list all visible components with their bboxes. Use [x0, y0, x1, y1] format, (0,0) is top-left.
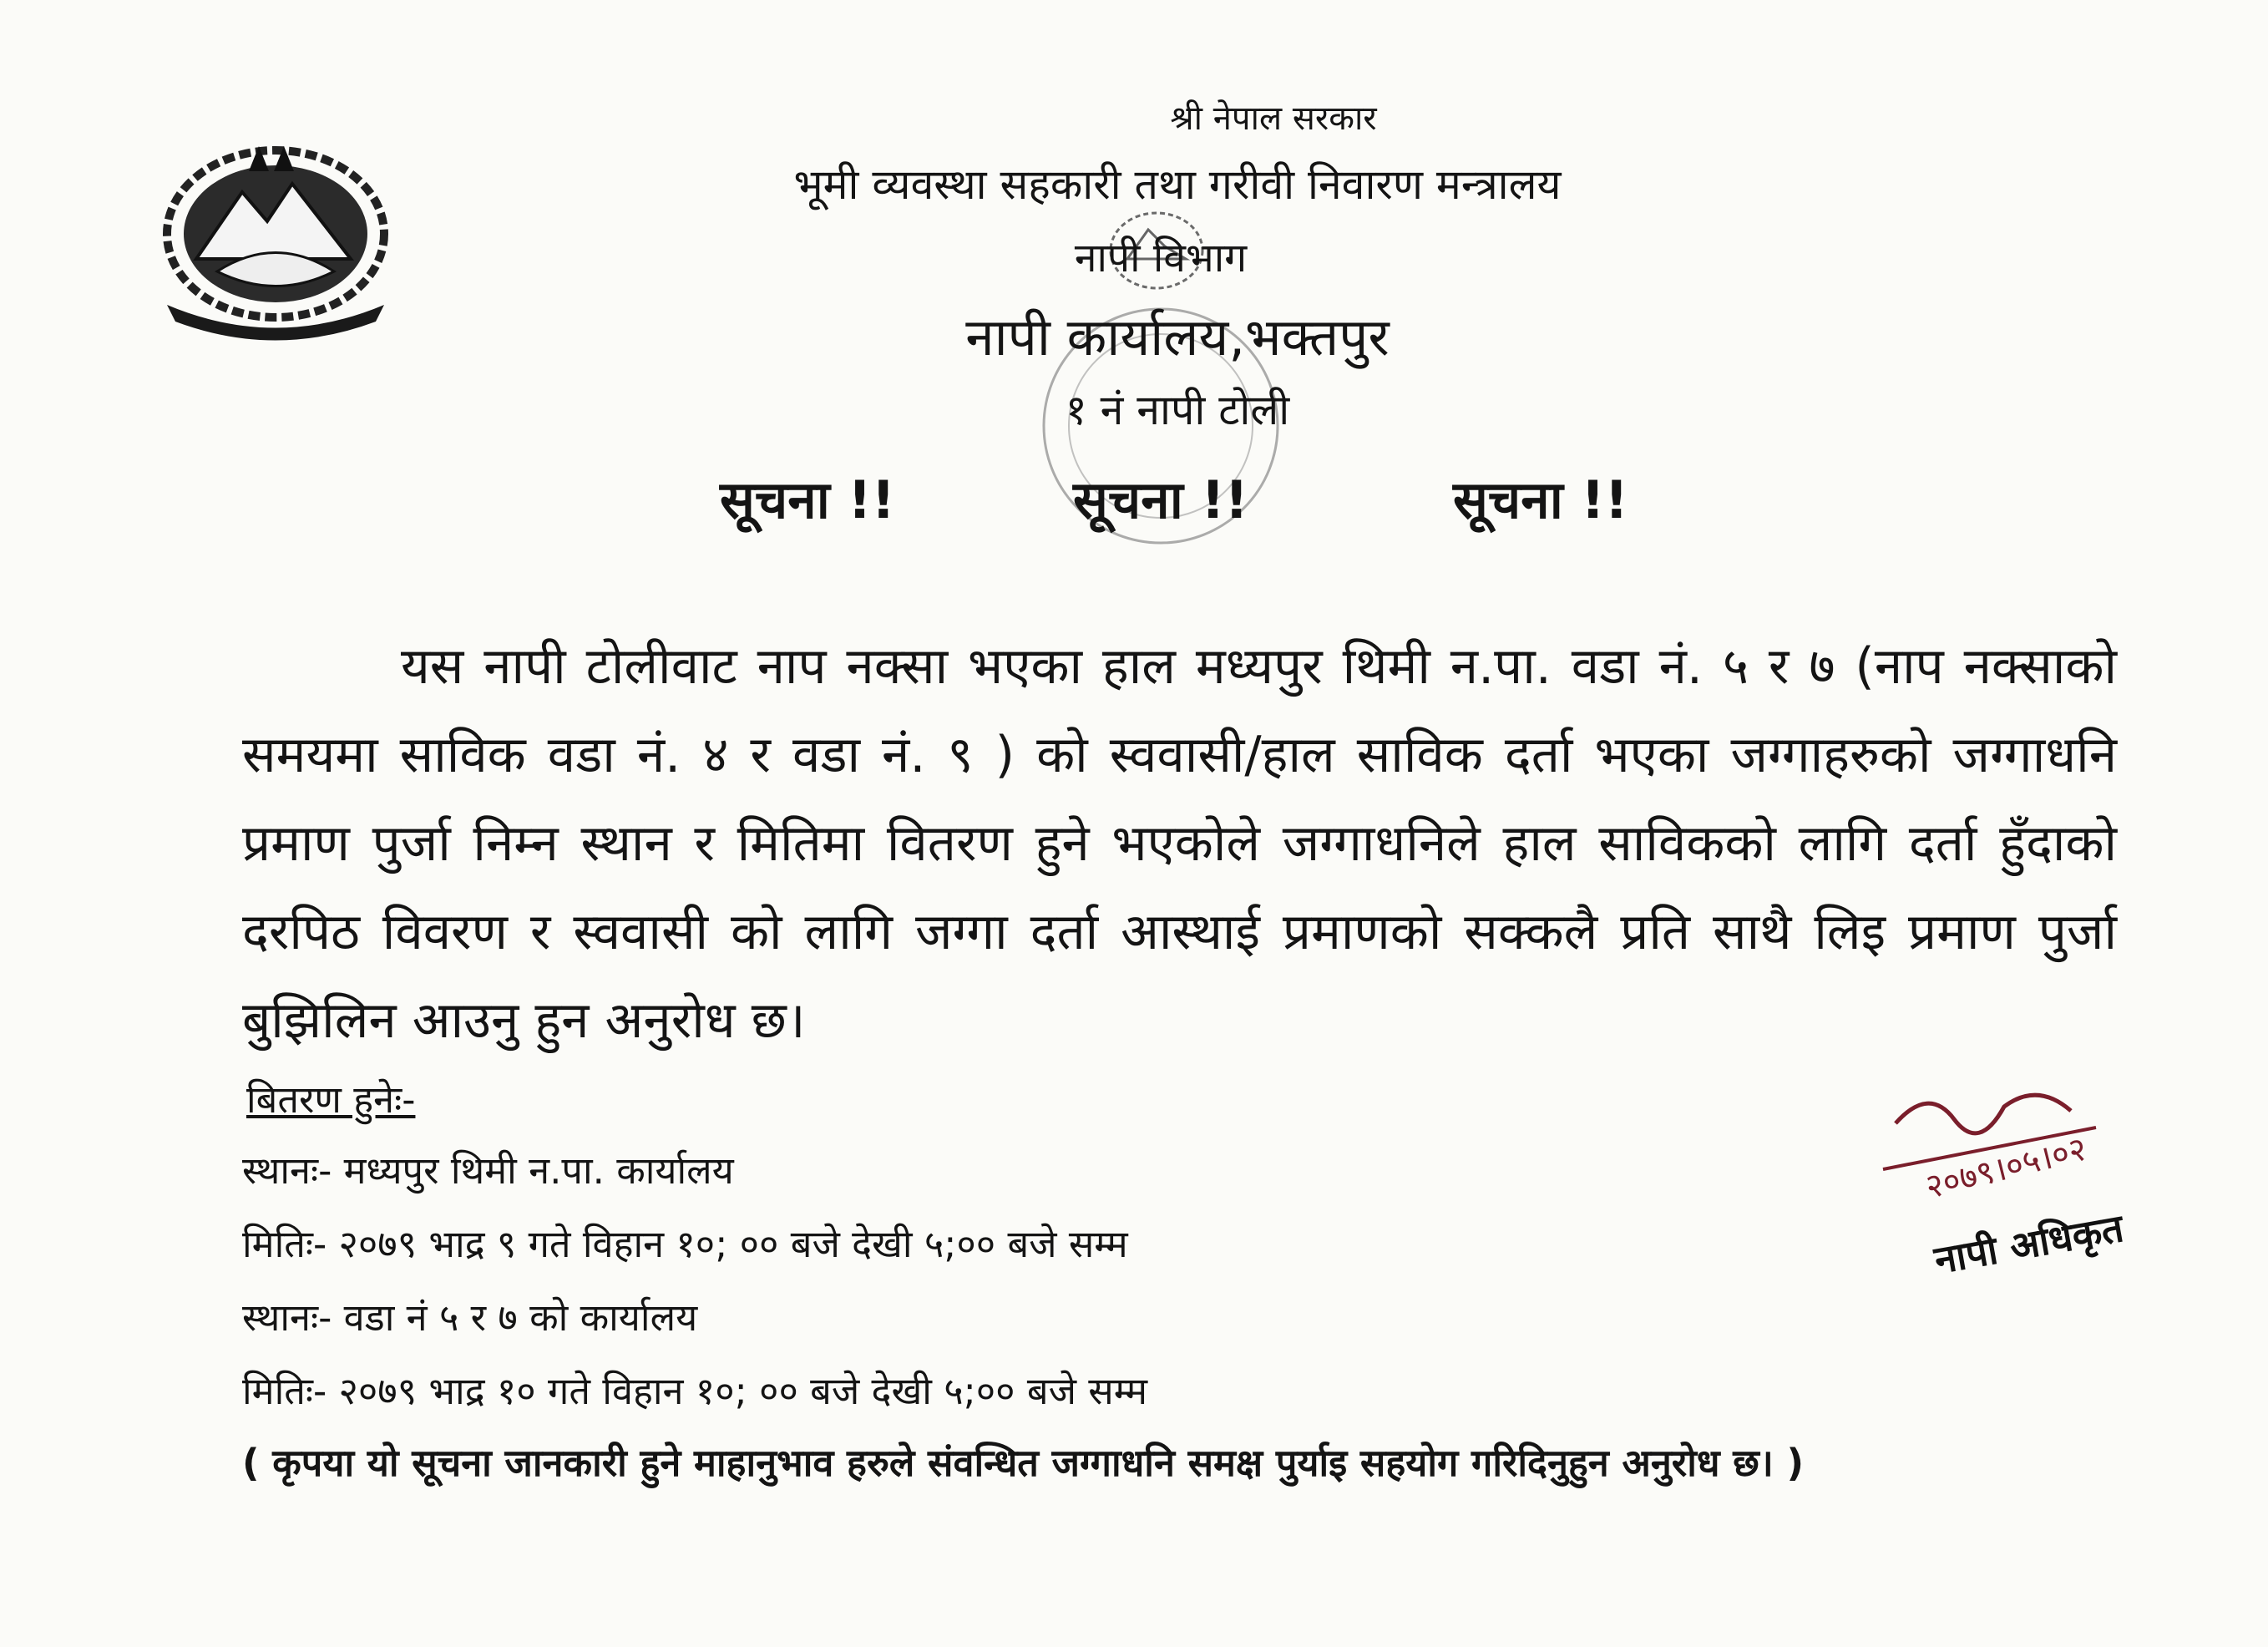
department-name: नापी विभाग: [1074, 235, 1248, 281]
ministry-name: भूमी व्यवस्था सहकारी तथा गरीवी निवारण मन्त्रालय: [793, 160, 1562, 209]
notice-heading: सूचना !!: [1073, 469, 1248, 530]
notice-body-paragraph: यस नापी टोलीवाट नाप नक्सा भएका हाल मध्यपुर थिमी न.पा. वडा नं. ५ र ७ (नाप नक्साको समयमा साविक वडा नं. ४ र वडा नं. ९ ) को स्ववासी/हाल साविक दर्ता भएका जग्गाहरुको जग्गाधनि प्रमाण पुर्जा निम्न स्थान र मितिमा वितरण हुने भएकोले जग्गाधनिले हाल साविकको लागि दर्ता हुँदाको दरपिठ विवरण र स्ववासी को लागि जग्गा दर्ता आस्थाई प्रमाणको सक्कलै प्रति साथै लिइ प्रमाण पुर्जा बुझिलिन आउनु हुन अनुरोध छ।: [242, 637, 2117, 1050]
notice-heading: सूचना !!: [720, 469, 895, 530]
team-name: १ नं नापी टोली: [1065, 386, 1290, 434]
notice-heading: सूचना !!: [1453, 469, 1628, 530]
distribution-item: स्थानः- वडा नं ५ र ७ को कार्यालय: [242, 1295, 698, 1340]
signature-title: नापी अधिकृत: [1931, 1204, 2127, 1283]
distribution-item: मितिः- २०७९ भाद्र १० गते विहान १०; ०० बजे देखी ५;०० बजे सम्म: [242, 1369, 1148, 1413]
signature-date: २०७९।०५।०२: [1921, 1129, 2091, 1207]
distribution-item: स्थानः- मध्यपुर थिमी न.पा. कार्यालय: [242, 1148, 734, 1193]
government-name: श्री नेपाल सरकार: [1170, 99, 1377, 138]
officer-signature: [1879, 1077, 2171, 1295]
nepal-emblem-icon: [150, 134, 401, 342]
office-name: नापी कार्यालय,भक्तपुर: [965, 307, 1390, 367]
distribution-item: मितिः- २०७९ भाद्र ९ गते विहान १०; ०० बजे देखी ५;०० बजे सम्म: [242, 1222, 1128, 1266]
request-note: ( कृपया यो सूचना जानकारी हुने माहानुभाव हरुले संवन्धित जग्गाधनि समक्ष पुर्याइ सहयोग गरिदिनुहुन अनुरोध छ। ): [242, 1441, 1805, 1485]
distribution-title: बितरण हुनेः-: [246, 1077, 416, 1122]
